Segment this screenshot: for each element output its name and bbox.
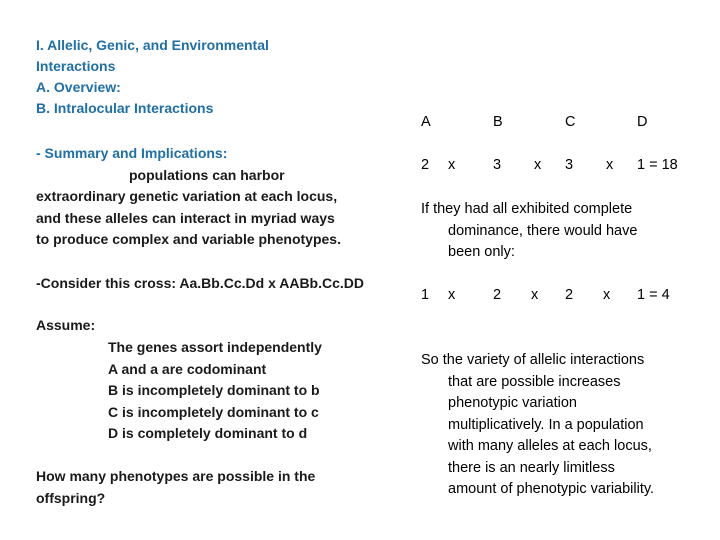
heading-line: I. Allelic, Genic, and Environmental (36, 37, 269, 53)
question (36, 466, 315, 509)
multiply-sign: x (448, 157, 456, 173)
summary-line: and these alleles can interact in myriad ways (36, 209, 335, 226)
multiply-sign: x (603, 287, 611, 303)
calc-value: 3 (565, 157, 574, 173)
heading-line: A. Overview: (36, 79, 121, 95)
multiply-sign: x (531, 287, 539, 303)
calc-value: 3 (493, 157, 502, 173)
multiply-sign: x (606, 157, 614, 173)
text-line: phenotypic variation (448, 395, 577, 411)
question-line: How many phenotypes are possible in the (36, 468, 316, 484)
text-line: If they had all exhibited complete (421, 201, 633, 217)
text-line: So the variety of allelic interactions (421, 352, 645, 368)
section-heading (36, 35, 269, 119)
header-c: C (565, 114, 576, 130)
text-line: dominance, there would have (448, 222, 638, 239)
text-line: multiplicatively. In a population (448, 416, 644, 433)
header-b: B (493, 114, 503, 130)
assume-label: Assume: (36, 317, 96, 333)
assume-list (108, 337, 322, 445)
summary-title: - Summary and Implications: (36, 145, 228, 161)
heading-line: B. Intralocular Interactions (36, 100, 214, 116)
summary-line: populations can harbor (129, 166, 285, 183)
summary-line: extraordinary genetic variation at each locus, (36, 188, 338, 204)
calc-result: 1 = 18 (637, 157, 678, 173)
question-line: offspring? (36, 489, 106, 506)
assume-item: C is incompletely dominant to c (108, 403, 319, 420)
text-line: there is an nearly limitless (448, 459, 615, 476)
assume-item: The genes assort independently (108, 339, 322, 355)
calc-result: 1 = 4 (637, 287, 670, 303)
header-a: A (421, 114, 431, 130)
calc-value: 2 (565, 287, 574, 303)
heading-line: Interactions (36, 58, 116, 74)
summary-block (36, 143, 341, 251)
header-d: D (637, 114, 648, 130)
complete-dominance-text (421, 199, 637, 264)
multiply-sign: x (448, 287, 456, 303)
summary-line: to produce complex and variable phenotypes. (36, 231, 341, 247)
calc-value: 1 (421, 287, 430, 303)
assume-item: D is completely dominant to d (108, 425, 308, 441)
text-line: amount of phenotypic variability. (448, 481, 655, 497)
text-line: been only: (448, 244, 515, 260)
calc-value: 2 (421, 157, 430, 173)
text-line: with many alleles at each locus, (448, 438, 652, 454)
text-line: that are possible increases (448, 373, 621, 390)
assume-item: A and a are codominant (108, 360, 267, 377)
calc-value: 2 (493, 287, 502, 303)
assume-item: B is incompletely dominant to b (108, 382, 320, 398)
cross-statement: -Consider this cross: Aa.Bb.Cc.Dd x AABb.Cc.DD (36, 275, 365, 291)
multiply-sign: x (534, 157, 542, 173)
conclusion-text (421, 350, 654, 501)
